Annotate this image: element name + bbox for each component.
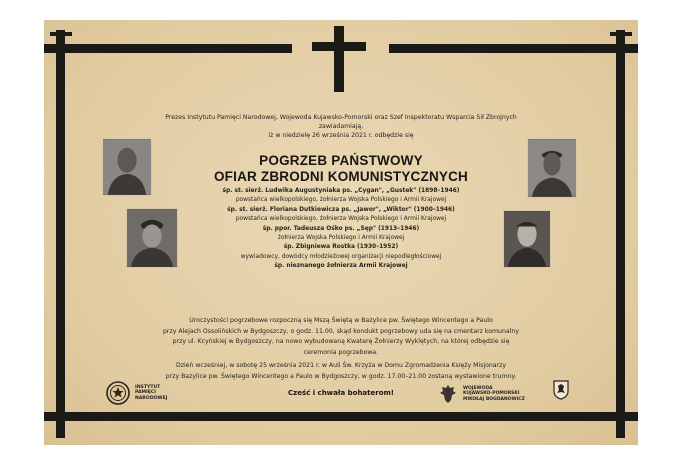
victim-name: śp. nieznanego żołnierza Armii Krajowej [274, 263, 408, 270]
frame-top-right-tick [610, 32, 632, 36]
cross-icon [334, 26, 344, 92]
frame-left-bar [56, 30, 65, 438]
funeral-notice-poster [44, 20, 638, 445]
ipn-logo [106, 378, 196, 408]
intro-text [104, 113, 578, 140]
portrait-photo-1 [102, 138, 152, 196]
voivode-logo-line: WOJEWODA [463, 385, 493, 391]
victim-name: śp. Zbigniewa Rostka (1930–1952) [283, 244, 399, 251]
intro-line-2: zawiadamiają, [318, 123, 364, 130]
ceremony-line-4: ceremonia pogrzebowa. [303, 348, 379, 356]
voivode-logo-line: MIKOŁAJ BOGDANOWICZ [463, 396, 525, 402]
vigil-line-1: Dzień wcześniej, w sobotę 25 września 2021 r. w Auli Św. Krzyża w Domu Zgromadzenia Księży Misjonarzy [175, 362, 507, 369]
ceremony-line-3: przy ul. Kcyńskiej w Bydgoszczy, na nowo wybudowaną Kwaterę Żołnierzy Wyklętych, na której odbędzie się [172, 338, 510, 345]
victim-role: powstańca wielkopolskiego, żołnierza Wojska Polskiego i Armii Krajowej [235, 216, 447, 223]
ipn-logo-text [135, 385, 167, 402]
victim-name: śp. ppor. Tadeusza Ośko ps. „Sęp" (1913–1946) [262, 225, 420, 232]
voivode-logo-text [463, 386, 525, 403]
ipn-emblem-icon [106, 381, 130, 405]
notice-title: POGRZEB PAŃSTWOWY [259, 153, 423, 168]
ceremony-line-2: przy Alejach Ossolińskich w Bydgoszczy, o godz. 11.00, skąd kondukt pogrzebowy uda się na cmentarz komunalny [163, 327, 519, 335]
eagle-emblem-icon [439, 383, 457, 405]
victim-role: żołnierza Wojska Polskiego i Armii Krajowej [277, 235, 405, 242]
ipn-logo-line: PAMIĘCI [135, 390, 156, 396]
frame-top-left-bar [44, 44, 292, 53]
ceremony-details [104, 316, 578, 358]
ipn-logo-line: NARODOWEJ [135, 395, 168, 401]
portrait-photo-3 [527, 138, 577, 198]
notice-subtitle: OFIAR ZBRODNI KOMUNISTYCZNYCH [213, 169, 469, 184]
frame-top-left-tick [50, 32, 72, 36]
frame-bottom-bar [44, 412, 638, 421]
vigil-line-2: przy Bazylice pw. Świętego Wincentego a Paulo w Bydgoszczy, w godz. 17.00–21.00 zostaną wystawione trumny. [165, 372, 517, 380]
victim-name: śp. st. sierż. Floriana Dutkiewicza ps. „Jawor", „Wiktor" (1900–1946) [227, 206, 455, 213]
regional-coat-of-arms-icon [553, 380, 569, 400]
ceremony-line-1: Uroczystości pogrzebowe rozpoczną się Mszą Świętą w Bazylice pw. Świętego Wincentego a Paulo [189, 317, 493, 324]
victim-role: wywiadowcy, dowódcy młodzieżowej organizacji niepodległościowej [240, 253, 442, 260]
victim-role: powstańca wielkopolskiego, żołnierza Wojska Polskiego i Armii Krajowej [235, 197, 447, 204]
victim-name: śp. st. sierż. Ludwika Augustyniaka ps. „Cygan", „Gustek" (1898–1946) [222, 188, 460, 194]
portrait-photo-4 [503, 210, 551, 268]
cross-arm [312, 42, 366, 51]
closing-slogan: Cześć i chwała bohaterom! [288, 389, 394, 397]
frame-right-bar [616, 30, 625, 438]
intro-line-1: Prezes Instytutu Pamięci Narodowej, Wojewoda Kujawsko-Pomorski oraz Szef Inspektoratu Wsparcia Sił Zbrojnych [165, 114, 517, 121]
frame-top-right-bar [389, 44, 638, 53]
portrait-photo-2 [126, 208, 178, 268]
intro-line-3: iż w niedzielę 26 września 2021 r. odbędzie się [268, 132, 414, 139]
ipn-logo-line: INSTYTUT [135, 384, 161, 390]
voivode-logo [439, 380, 569, 408]
voivode-logo-line: KUJAWSKO-POMORSKI [463, 391, 520, 397]
